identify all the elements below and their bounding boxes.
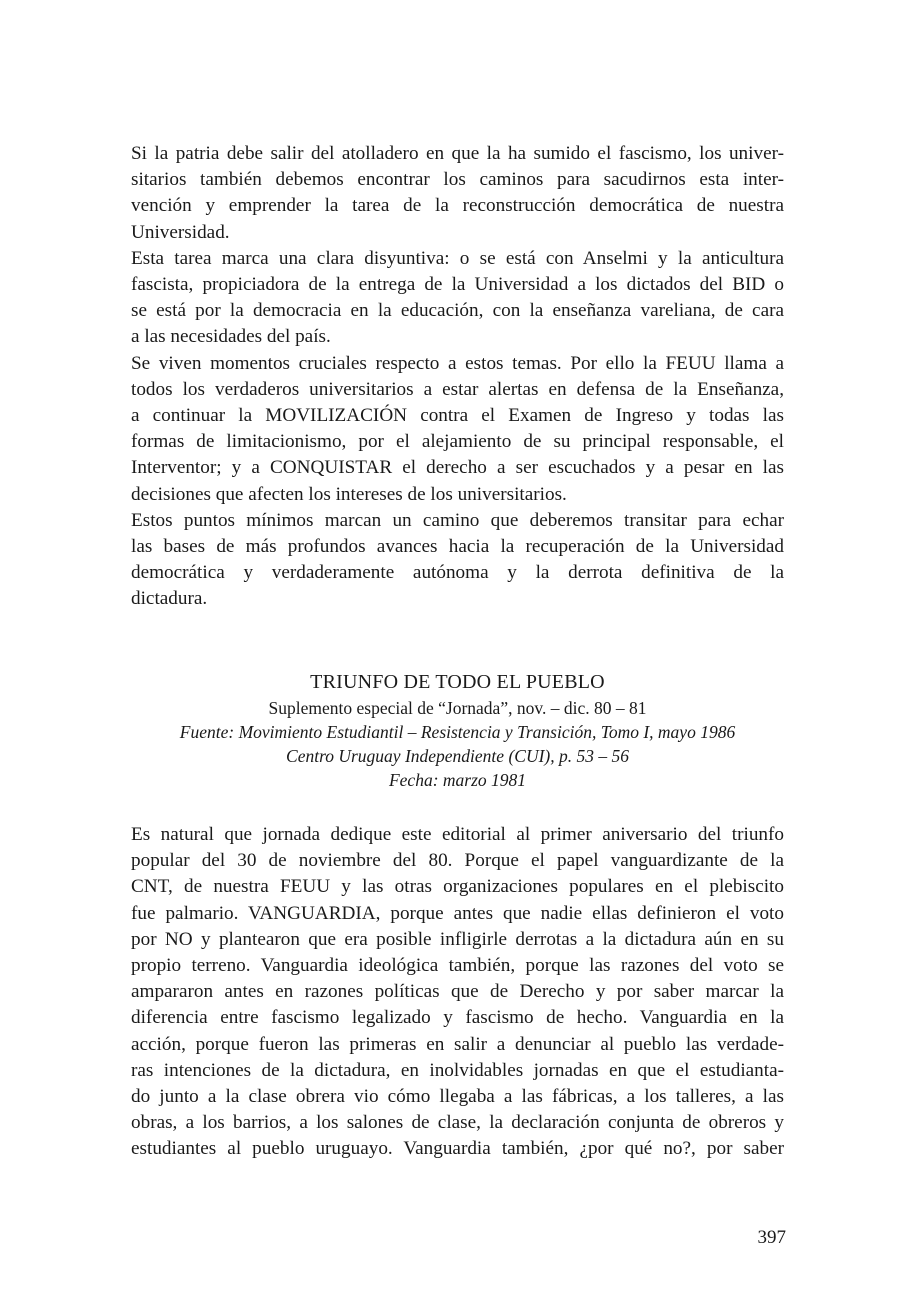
paragraph bbox=[131, 508, 784, 613]
section-title: TRIUNFO DE TODO EL PUEBLO bbox=[310, 671, 605, 693]
text-line: a continuar la MOVILIZACIÓN contra el Examen de Ingreso y todas las bbox=[131, 405, 784, 427]
text-line: ras intenciones de la dictadura, en inolvidables jornadas en que el estudianta- bbox=[131, 1059, 784, 1081]
section-heading bbox=[131, 668, 784, 792]
paragraph bbox=[131, 822, 784, 1163]
text-line: ampararon antes en razones políticas que de Derecho y por saber marcar la bbox=[131, 981, 784, 1003]
text-line: CNT, de nuestra FEUU y las otras organizaciones populares en el plebiscito bbox=[131, 876, 784, 898]
section-date-line: Fecha: marzo 1981 bbox=[388, 770, 527, 790]
paragraph bbox=[131, 351, 784, 508]
section-source-line-2: Centro Uruguay Independiente (CUI), p. 53 – 56 bbox=[286, 746, 629, 766]
section-source-line-1: Fuente: Movimiento Estudiantil – Resistencia y Transición, Tomo I, mayo 1986 bbox=[179, 722, 736, 742]
page-number: 397 bbox=[757, 1227, 786, 1248]
paragraph bbox=[131, 246, 784, 351]
text-line: formas de limitacionismo, por el alejamiento de su principal responsable, el bbox=[131, 431, 784, 453]
text-line: Universidad. bbox=[131, 221, 230, 243]
text-line: democrática y verdaderamente autónoma y la derrota definitiva de la bbox=[131, 562, 784, 584]
text-line: a las necesidades del país. bbox=[131, 326, 331, 348]
text-line: todos los verdaderos universitarios a estar alertas en defensa de la Enseñanza, bbox=[131, 378, 784, 400]
text-line: las bases de más profundos avances hacia la recuperación de la Universidad bbox=[131, 536, 784, 558]
text-line: propio terreno. Vanguardia ideológica también, porque las razones del voto se bbox=[131, 955, 784, 977]
section-subtitle: Suplemento especial de “Jornada”, nov. – dic. 80 – 81 bbox=[268, 698, 647, 718]
text-line: fue palmario. VANGUARDIA, porque antes que nadie ellas definieron el voto bbox=[131, 902, 784, 924]
text-line: popular del 30 de noviembre del 80. Porque el papel vanguardizante de la bbox=[131, 850, 784, 872]
text-line: fascista, propiciadora de la entrega de la Universidad a los dictados del BID o bbox=[131, 274, 784, 296]
text-line: sitarios también debemos encontrar los caminos para sacudirnos esta inter- bbox=[131, 169, 784, 191]
text-line: diferencia entre fascismo legalizado y fascismo de hecho. Vanguardia en la bbox=[131, 1007, 784, 1029]
text-line: Interventor; y a CONQUISTAR el derecho a ser escuchados y a pesar en las bbox=[131, 457, 784, 479]
text-line: obras, a los barrios, a los salones de clase, la declaración conjunta de obreros y bbox=[131, 1112, 784, 1134]
text-line: dictadura. bbox=[131, 588, 208, 610]
text-line: estudiantes al pueblo uruguayo. Vanguardia también, ¿por qué no?, por saber bbox=[131, 1138, 784, 1160]
text-line: se está por la democracia en la educación, con la enseñanza vareliana, de cara bbox=[131, 300, 784, 322]
text-line: acción, porque fueron las primeras en salir a denunciar al pueblo las verdade- bbox=[131, 1033, 784, 1055]
text-line: por NO y plantearon que era posible infligirle derrotas a la dictadura aún en su bbox=[131, 928, 784, 950]
text-line: Es natural que jornada dedique este editorial al primer aniversario del triunfo bbox=[131, 824, 784, 845]
text-line: Si la patria debe salir del atolladero en que la ha sumido el fascismo, los univer- bbox=[131, 143, 784, 164]
text-line: do junto a la clase obrera vio cómo llegaba a las fábricas, a los talleres, a las bbox=[131, 1086, 784, 1108]
text-line: Esta tarea marca una clara disyuntiva: o se está con Anselmi y la anticultura bbox=[131, 247, 784, 269]
top-text-block bbox=[131, 141, 784, 613]
text-line: vención y emprender la tarea de la reconstrucción democrática de nuestra bbox=[131, 195, 784, 217]
text-line: Se viven momentos cruciales respecto a estos temas. Por ello la FEUU llama a bbox=[131, 352, 784, 374]
bottom-text-block bbox=[131, 822, 784, 1163]
paragraph bbox=[131, 141, 784, 246]
text-line: decisiones que afecten los intereses de los universitarios. bbox=[131, 483, 567, 505]
text-line: Estos puntos mínimos marcan un camino que deberemos transitar para echar bbox=[131, 509, 784, 531]
